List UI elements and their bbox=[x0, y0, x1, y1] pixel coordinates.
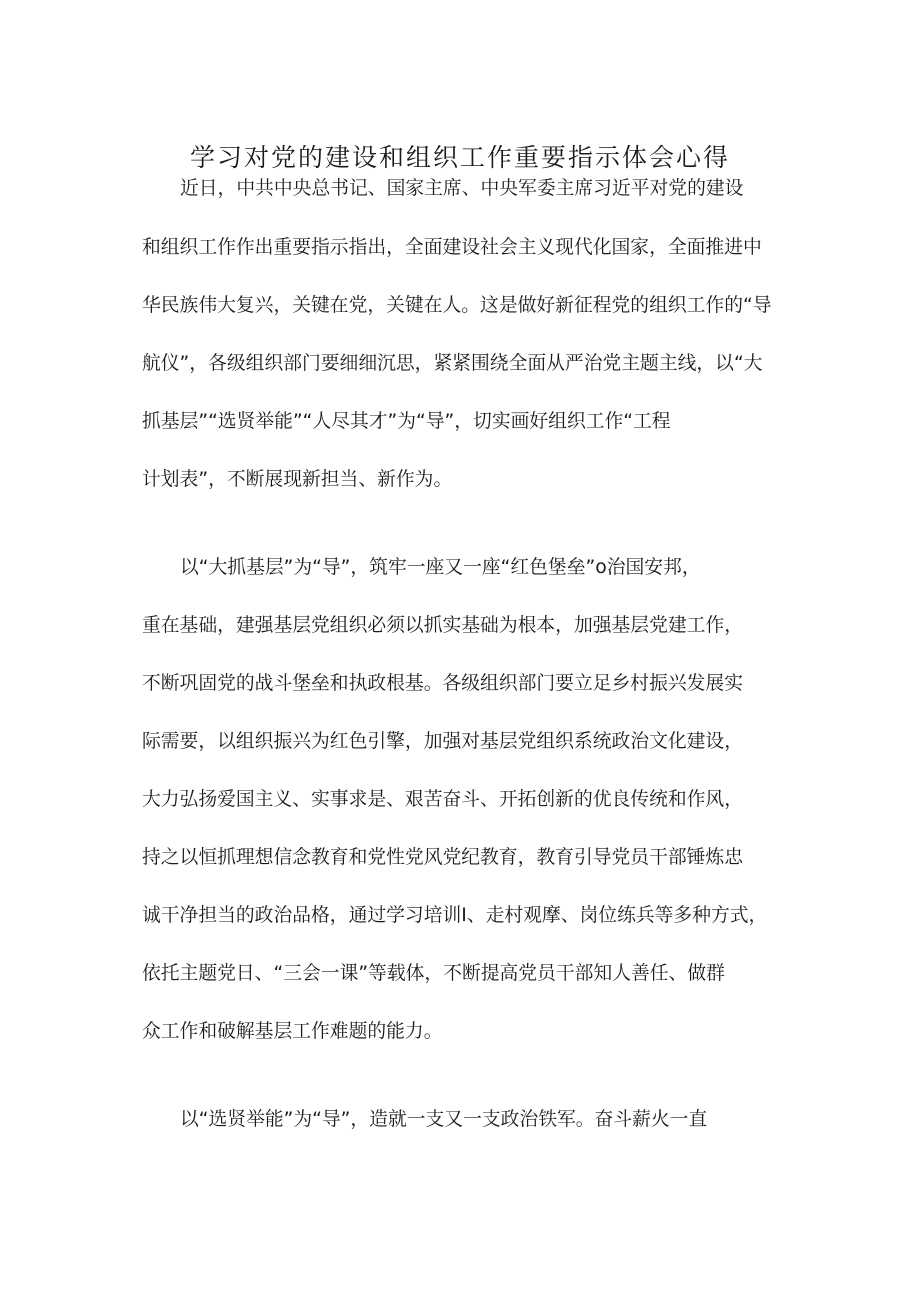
text-line: 众工作和破解基层工作难题的能力。 bbox=[142, 1021, 443, 1042]
text-line: 华民族伟大复兴，关键在党，关键在人。这是做好新征程党的组织工作的“导 bbox=[142, 295, 772, 316]
text-line: 近日，中共中央总书记、国家主席、中央军委主席习近平对党的建设 bbox=[180, 178, 744, 199]
text-line: 以“大抓基层”为“导”，筑牢一座又一座“红色堡垒”o治国安邦， bbox=[180, 557, 701, 578]
text-line: 重在基础，建强基层党组织必须以抓实基础为根本，加强基层党建工作， bbox=[142, 615, 743, 636]
text-line: 不断巩固党的战斗堡垒和执政根基。各级组织部门要立足乡村振兴发展实 bbox=[142, 673, 743, 694]
text-line: 持之以恒抓理想信念教育和党性党风党纪教育，教育引导党员干部锤炼忠 bbox=[142, 847, 743, 868]
text-line: 依托主题党日、“三会一课”等载体，不断提高党员干部知人善任、做群 bbox=[142, 963, 725, 984]
text-line: 际需要，以组织振兴为红色引擎，加强对基层党组织系统政治文化建设， bbox=[142, 731, 743, 752]
text-line: 和组织工作作出重要指示指出，全面建设社会主义现代化国家，全面推进中 bbox=[142, 237, 762, 258]
text-line: 大力弘扬爱国主义、实事求是、艰苦奋斗、开拓创新的优良传统和作风， bbox=[142, 789, 743, 810]
text-line: 计划表”，不断展现新担当、新作为。 bbox=[142, 469, 453, 490]
text-line: 诚干净担当的政治品格，通过学习培训I、走村观摩、岗位练兵等多种方式， bbox=[142, 905, 768, 926]
text-line: 抓基层”“选贤举能”“人尽其才”为“导”，切实画好组织工作“工程 bbox=[142, 411, 671, 432]
document-title: 学习对党的建设和组织工作重要指示体会心得 bbox=[189, 143, 730, 172]
text-line: 以“选贤举能”为“导”，造就一支又一支政治铁军。奋斗薪火一直 bbox=[180, 1109, 708, 1130]
text-line: 航仪”，各级组织部门要细细沉思，紧紧围绕全面从严治党主题主线，以“大 bbox=[142, 353, 763, 374]
